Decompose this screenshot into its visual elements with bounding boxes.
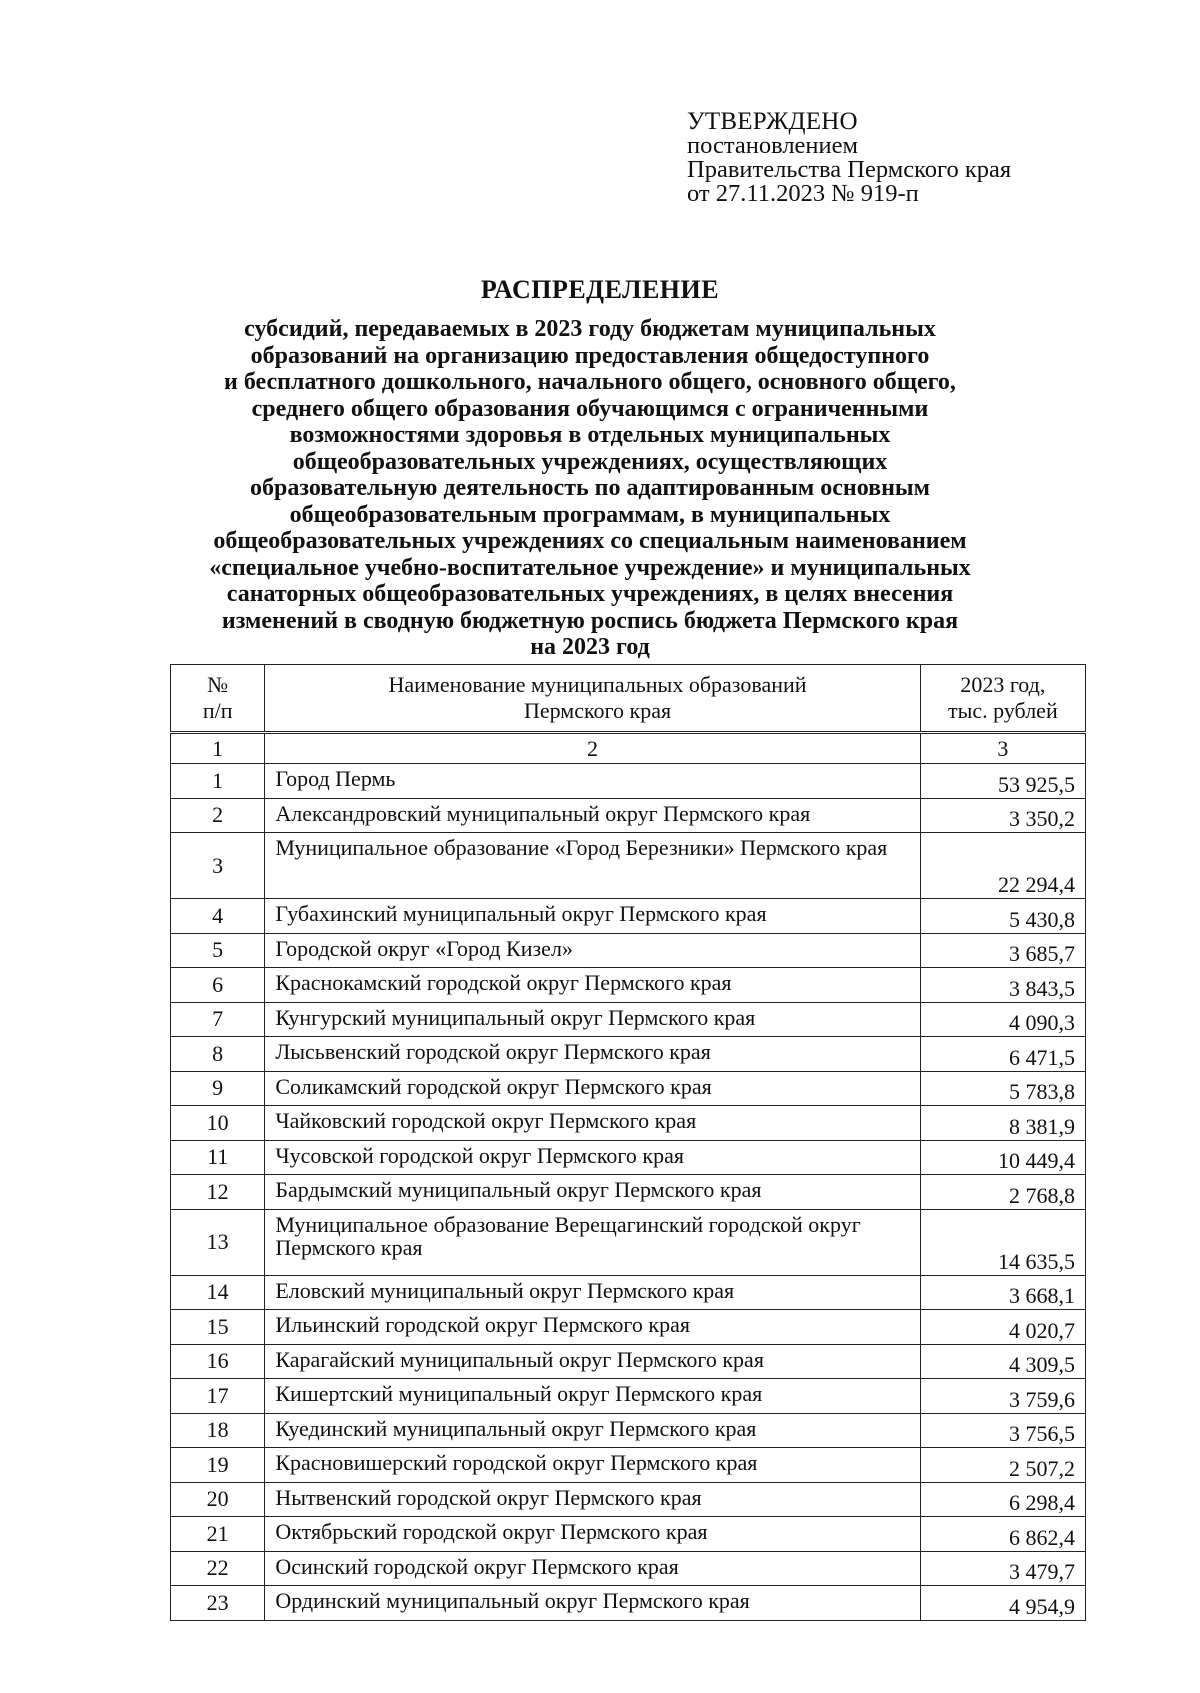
row-value: 3 759,6 — [920, 1379, 1085, 1414]
subtitle-line: изменений в сводную бюджетную роспись бюджета Пермского края — [221, 607, 959, 634]
row-value: 3 668,1 — [920, 1275, 1085, 1310]
row-number: 21 — [171, 1517, 265, 1552]
row-number: 3 — [171, 833, 265, 899]
row-value: 6 471,5 — [920, 1037, 1085, 1072]
table-row — [171, 1551, 1086, 1586]
row-number: 6 — [171, 968, 265, 1003]
index-cell: 1 — [171, 733, 265, 764]
row-value: 3 350,2 — [920, 798, 1085, 833]
row-name: Красновишерский городской округ Пермского края — [265, 1448, 920, 1483]
document-title: РАСПРЕДЕЛЕНИЕ — [480, 275, 720, 304]
row-number: 19 — [171, 1448, 265, 1483]
table-row — [171, 899, 1086, 934]
row-number: 5 — [171, 933, 265, 968]
header-value-line2: тыс. рублей — [947, 698, 1058, 723]
row-value: 4 020,7 — [920, 1310, 1085, 1345]
row-number: 16 — [171, 1344, 265, 1379]
row-name: Губахинский муниципальный округ Пермского края — [265, 899, 920, 934]
row-name: Еловский муниципальный округ Пермского края — [265, 1275, 920, 1310]
row-value: 6 862,4 — [920, 1517, 1085, 1552]
table-row — [171, 1209, 1086, 1275]
document-subtitle — [150, 316, 1030, 661]
index-cell: 2 — [265, 733, 920, 764]
row-name: Нытвенский городской округ Пермского края — [265, 1482, 920, 1517]
table-row — [171, 933, 1086, 968]
row-number: 12 — [171, 1175, 265, 1210]
table-header-row — [171, 665, 1086, 733]
row-name: Кунгурский муниципальный округ Пермского края — [265, 1002, 920, 1037]
row-name: Кишертский муниципальный округ Пермского края — [265, 1379, 920, 1414]
row-name: Муниципальное образование «Город Березники» Пермского края — [265, 833, 920, 899]
header-name — [265, 665, 920, 733]
row-number: 18 — [171, 1413, 265, 1448]
row-name: Город Пермь — [265, 764, 920, 799]
table-row — [171, 1310, 1086, 1345]
header-num-line1: № — [207, 672, 229, 697]
table-row — [171, 1002, 1086, 1037]
header-name-line2: Пермского края — [523, 698, 672, 723]
row-value: 5 430,8 — [920, 899, 1085, 934]
row-name: Чусовской городской округ Пермского края — [265, 1140, 920, 1175]
table-row — [171, 1275, 1086, 1310]
row-name: Краснокамский городской округ Пермского края — [265, 968, 920, 1003]
table-row — [171, 1344, 1086, 1379]
approval-line-1: постановлением — [687, 132, 859, 159]
row-value: 4 309,5 — [920, 1344, 1085, 1379]
row-number: 22 — [171, 1551, 265, 1586]
row-number: 4 — [171, 899, 265, 934]
approval-line-3: от 27.11.2023 № 919-п — [687, 180, 919, 207]
row-name: Ильинский городской округ Пермского края — [265, 1310, 920, 1345]
subtitle-line: субсидий, передаваемых в 2023 году бюджетам муниципальных — [244, 316, 936, 342]
distribution-table — [170, 664, 1086, 1621]
row-value: 3 756,5 — [920, 1413, 1085, 1448]
row-value: 10 449,4 — [920, 1140, 1085, 1175]
row-name: Городской округ «Город Кизел» — [265, 933, 920, 968]
subtitle-line: образований на организацию предоставления общедоступного — [250, 342, 930, 369]
table-index-row — [171, 733, 1086, 764]
row-value: 8 381,9 — [920, 1106, 1085, 1141]
row-number: 13 — [171, 1209, 265, 1275]
row-value: 3 843,5 — [920, 968, 1085, 1003]
subtitle-line: образовательную деятельность по адаптированным основным — [249, 475, 930, 501]
row-number: 8 — [171, 1037, 265, 1072]
table-row — [171, 1140, 1086, 1175]
table-row — [171, 1413, 1086, 1448]
row-name: Ординский муниципальный округ Пермского края — [265, 1586, 920, 1621]
header-num — [171, 665, 265, 733]
table-row — [171, 1071, 1086, 1106]
row-number: 23 — [171, 1586, 265, 1621]
subtitle-line: среднего общего образования обучающимся с ограниченными — [251, 395, 929, 422]
table-row — [171, 764, 1086, 799]
table-row — [171, 1037, 1086, 1072]
row-value: 4 090,3 — [920, 1002, 1085, 1037]
index-cell: 3 — [920, 733, 1085, 764]
row-number: 17 — [171, 1379, 265, 1414]
header-value-line1: 2023 год, — [960, 672, 1046, 697]
row-name: Карагайский муниципальный округ Пермского края — [265, 1344, 920, 1379]
subtitle-line: и бесплатного дошкольного, начального общего, основного общего, — [224, 369, 956, 395]
row-number: 1 — [171, 764, 265, 799]
table-row — [171, 1175, 1086, 1210]
row-number: 11 — [171, 1140, 265, 1175]
row-name: Александровский муниципальный округ Пермского края — [265, 798, 920, 833]
table-row — [171, 968, 1086, 1003]
row-value: 4 954,9 — [920, 1586, 1085, 1621]
approval-stamp — [687, 110, 1127, 206]
row-value: 3 479,7 — [920, 1551, 1085, 1586]
approval-title: УТВЕРЖДЕНО — [687, 108, 858, 135]
subtitle-line: «специальное учебно-воспитательное учреждение» и муниципальных — [209, 554, 971, 581]
row-number: 7 — [171, 1002, 265, 1037]
row-name: Бардымский муниципальный округ Пермского края — [265, 1175, 920, 1210]
subtitle-line: общеобразовательным программам, в муниципальных — [289, 501, 891, 528]
table-row — [171, 1448, 1086, 1483]
table-row — [171, 833, 1086, 899]
subtitle-line: на 2023 год — [530, 634, 650, 660]
row-name: Лысьвенский городской округ Пермского края — [265, 1037, 920, 1072]
row-name: Муниципальное образование Верещагинский городской округ Пермского края — [265, 1209, 920, 1275]
row-name: Осинский городской округ Пермского края — [265, 1551, 920, 1586]
row-value: 6 298,4 — [920, 1482, 1085, 1517]
row-value: 53 925,5 — [920, 764, 1085, 799]
header-name-line1: Наименование муниципальных образований — [388, 672, 807, 697]
row-number: 10 — [171, 1106, 265, 1141]
header-num-line2: п/п — [202, 698, 233, 723]
row-name: Чайковский городской округ Пермского края — [265, 1106, 920, 1141]
approval-line-2: Правительства Пермского края — [687, 156, 1012, 183]
row-value: 5 783,8 — [920, 1071, 1085, 1106]
row-number: 14 — [171, 1275, 265, 1310]
subtitle-line: санаторных общеобразовательных учреждениях, в целях внесения — [226, 581, 954, 607]
table-row — [171, 798, 1086, 833]
subtitle-line: возможностями здоровья в отдельных муниципальных — [289, 422, 891, 448]
subtitle-line: общеобразовательных учреждениях, осуществляющих — [292, 448, 888, 475]
row-number: 2 — [171, 798, 265, 833]
subtitle-line: общеобразовательных учреждениях со специальным наименованием — [213, 528, 967, 554]
row-number: 20 — [171, 1482, 265, 1517]
table-row — [171, 1586, 1086, 1621]
header-value — [920, 665, 1085, 733]
row-number: 15 — [171, 1310, 265, 1345]
row-name: Куединский муниципальный округ Пермского края — [265, 1413, 920, 1448]
row-value: 2 768,8 — [920, 1175, 1085, 1210]
row-number: 9 — [171, 1071, 265, 1106]
row-name: Октябрьский городской округ Пермского края — [265, 1517, 920, 1552]
row-value: 22 294,4 — [920, 833, 1085, 899]
row-value: 14 635,5 — [920, 1209, 1085, 1275]
table-row — [171, 1379, 1086, 1414]
row-value: 3 685,7 — [920, 933, 1085, 968]
table-row — [171, 1106, 1086, 1141]
table-row — [171, 1517, 1086, 1552]
table-row — [171, 1482, 1086, 1517]
row-name: Соликамский городской округ Пермского края — [265, 1071, 920, 1106]
row-value: 2 507,2 — [920, 1448, 1085, 1483]
